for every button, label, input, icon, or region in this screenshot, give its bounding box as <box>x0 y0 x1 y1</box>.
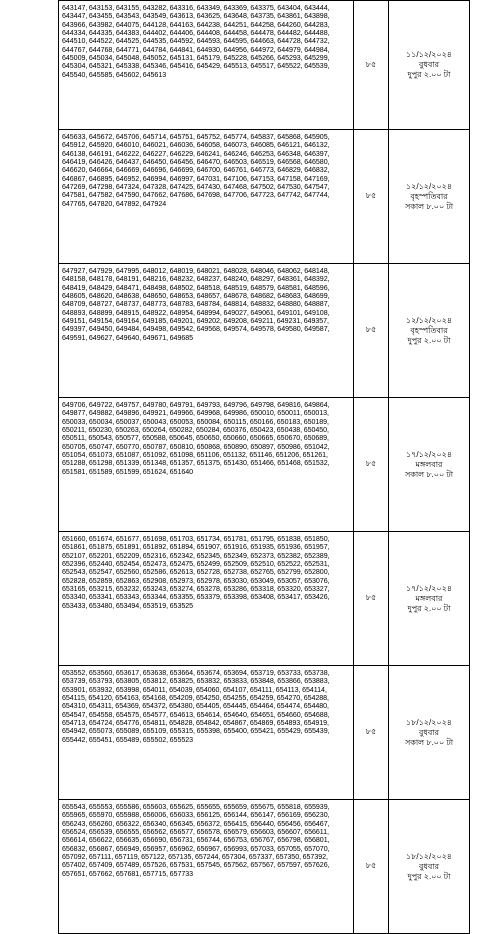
candidate-count: ৮৫ <box>365 593 377 602</box>
candidate-count-cell <box>354 130 389 264</box>
exam-date: ১৮/১২/২০২৪ <box>405 717 453 727</box>
roll-numbers-cell <box>59 264 354 398</box>
exam-day: মঙ্গলবার <box>415 593 443 603</box>
exam-time: সকাল ৮.০০ টা <box>404 469 454 479</box>
exam-date: ১৮/১২/২০২৪ <box>405 851 453 861</box>
candidate-count-cell <box>354 800 389 934</box>
table-body <box>59 1 470 934</box>
exam-time: সকাল ৮.০০ টা <box>404 201 454 211</box>
roll-numbers-text: 649706, 649722, 649757, 649780, 649791, 649793, 649796, 649798, 649816, 649864, 649877, 649882, 649896, 649921, 649966, 649968, 649986, 650010, 650011, 650013, 650033, 650034, 650037, 650043, 650053, 650084, 650115, 650166, 650183, 650189, 650211, 650230, 650263, 650264, 650282, 650284, 650376, 650423, 650438, 650450, 650511, 650543, 650577, 650588, 650645, 650650, 650660, 650665, 650670, 650689, 650705, 650747, 650770, 650787, 650810, 650868, 650890, 650897, 650986, 651042, 651054, 651073, 651087, 651092, 651098, 651106, 651132, 651146, 651206, 651261, 651288, 651298, 651339, 651348, 651357, 651375, 651430, 651466, 651468, 651532, 651581, 651589, 651599, 651624, 651640 <box>62 401 330 476</box>
exam-date: ১৭/১২/২০২৪ <box>405 583 453 593</box>
candidate-count-cell <box>354 264 389 398</box>
roll-numbers-text: 653552, 653560, 653617, 653638, 653664, 653674, 653694, 653719, 653733, 653738, 653739, 653793, 653805, 653812, 653825, 653832, 653833, 653848, 653866, 653883, 653901, 653932, 653998, 654011, 654039, 654060, 654107, 654111, 654113, 654114, 654115, 654120, 654163, 654168, 654209, 654250, 654255, 654259, 654270, 654288, 654310, 654311, 654369, 654372, 654380, 654405, 654445, 654464, 654474, 654480, 654547, 654558, 654575, 654577, 654613, 654614, 654640, 654651, 654660, 654688, 654713, 654724, 654776, 654811, 654828, 654842, 654867, 654869, 654893, 654919, 654942, 655073, 655089, 655109, 655315, 655398, 655400, 655421, 655429, 655439, 655442, 655451, 655489, 655502, 655523 <box>62 669 330 744</box>
roll-numbers-cell <box>59 666 354 800</box>
roll-numbers-text: 651660, 651674, 651677, 651698, 651703, 651734, 651781, 651795, 651838, 651850, 651861, 651875, 651891, 651892, 651894, 651907, 651916, 651935, 651936, 651957, 652107, 652201, 652209, 652316, 652342, 652345, 652349, 652373, 652382, 652389, 652396, 652440, 652454, 652473, 652475, 652499, 652509, 652510, 652522, 652531, 652543, 652547, 652560, 652586, 652613, 652728, 652738, 652765, 652799, 652800, 652828, 652859, 652863, 652908, 652973, 652978, 653030, 653049, 653057, 653076, 653165, 653215, 653232, 653243, 653274, 653278, 653286, 653318, 653320, 653327, 653340, 653341, 653343, 653344, 653355, 653379, 653398, 653408, 653417, 653426, 653433, 653480, 653494, 653519, 653525 <box>62 535 330 610</box>
exam-date-time-cell <box>389 532 470 666</box>
schedule-row <box>59 398 470 532</box>
roll-numbers-text: 655543, 655553, 655586, 655603, 655625, 655655, 655659, 655675, 655818, 655939, 655965, 655970, 655988, 656006, 656033, 656125, 656144, 656147, 656169, 656230, 656243, 656260, 656322, 656340, 656345, 656372, 656415, 656440, 656456, 656467, 656524, 656539, 656555, 656562, 656577, 656578, 656579, 656603, 656607, 656611, 656614, 656622, 656635, 656690, 656731, 656744, 656753, 656767, 656798, 656801, 656832, 656867, 656949, 656957, 656962, 656967, 656993, 657033, 657055, 657070, 657092, 657111, 657119, 657122, 657135, 657244, 657304, 657337, 657350, 657392, 657402, 657409, 657489, 657526, 657531, 657545, 657562, 657567, 657597, 657626, 657651, 657662, 657681, 657715, 657733 <box>62 803 330 878</box>
exam-day: বুধবার <box>418 727 440 737</box>
exam-date: ১৭/১২/২০২৪ <box>405 449 453 459</box>
roll-numbers-cell <box>59 532 354 666</box>
candidate-count: ৮৫ <box>365 861 377 870</box>
candidate-count-cell <box>354 398 389 532</box>
exam-day: বুধবার <box>418 861 440 871</box>
roll-numbers-cell <box>59 398 354 532</box>
roll-numbers-text: 647927, 647929, 647995, 648012, 648019, 648021, 648028, 648046, 648062, 648148, 648158, 648178, 648191, 648216, 648232, 648237, 648240, 648297, 648361, 648392, 648419, 648429, 648471, 648498, 648502, 648518, 648519, 648579, 648581, 648596, 648605, 648620, 648638, 648650, 648653, 648657, 648678, 648682, 648683, 648699, 648709, 648727, 648737, 648773, 648783, 648784, 648814, 648832, 648880, 648887, 648893, 648899, 648915, 648922, 648954, 648994, 649027, 649061, 649101, 649108, 649151, 649154, 649164, 649185, 649201, 649202, 649208, 649211, 649231, 649357, 649397, 649450, 649484, 649498, 649542, 649568, 649574, 649578, 649580, 649587, 649591, 649627, 649640, 649671, 649685 <box>62 267 330 342</box>
exam-day: মঙ্গলবার <box>415 459 443 469</box>
exam-time: দুপুর ২.০০ টা <box>407 871 451 881</box>
exam-time: দুপুর ২.০০ টা <box>407 335 451 345</box>
candidate-count-cell <box>354 1 389 130</box>
schedule-row <box>59 130 470 264</box>
exam-date: ১২/১২/২০২৪ <box>405 315 453 325</box>
roll-numbers-cell <box>59 130 354 264</box>
candidate-count: ৮৫ <box>365 59 377 69</box>
roll-numbers-cell <box>59 1 354 130</box>
schedule-row <box>59 1 470 130</box>
candidate-count: ৮৫ <box>365 325 377 334</box>
exam-date-time-cell <box>389 666 470 800</box>
roll-numbers-text: 643147, 643153, 643155, 643282, 643316, 643349, 643369, 643375, 643404, 643444, 643447, 643455, 643543, 643549, 643613, 643625, 643648, 643735, 643861, 643898, 643966, 643982, 644075, 644128, 644163, 644238, 644251, 644258, 644260, 644283, 644334, 644335, 644383, 644402, 644406, 644408, 644458, 644478, 644482, 644488, 644510, 644522, 644525, 644535, 644592, 644593, 644595, 644663, 644728, 644732, 644767, 644768, 644771, 644784, 644841, 644930, 644956, 644972, 644979, 644984, 645009, 645034, 645048, 645052, 645131, 645179, 645228, 645266, 645293, 645299, 645304, 645321, 645338, 645346, 645416, 645429, 645513, 645517, 645522, 645539, 645540, 645585, 645602, 645613 <box>62 4 330 79</box>
exam-date-time-cell <box>389 264 470 398</box>
exam-date: ১২/১২/২০২৪ <box>405 181 453 191</box>
exam-date-time-cell <box>389 1 470 130</box>
exam-day: বুধবার <box>418 60 440 69</box>
exam-schedule-table <box>58 0 470 934</box>
candidate-count-cell <box>354 666 389 800</box>
exam-day: বৃহস্পতিবার <box>410 191 448 201</box>
candidate-count: ৮৫ <box>365 459 377 468</box>
schedule-row <box>59 264 470 398</box>
candidate-count: ৮৫ <box>365 191 377 200</box>
schedule-row <box>59 666 470 800</box>
exam-date-time-cell <box>389 398 470 532</box>
roll-numbers-cell <box>59 800 354 934</box>
roll-numbers-text: 645633, 645672, 645706, 645714, 645751, 645752, 645774, 645837, 645868, 645905, 645912, 645920, 646010, 646021, 646036, 646058, 646073, 646085, 646121, 646132, 646138, 646191, 646222, 646227, 646229, 646241, 646246, 646253, 646348, 646397, 646419, 646426, 646437, 646450, 646456, 646470, 646503, 646519, 646568, 646580, 646620, 646664, 646669, 646696, 646699, 646700, 646761, 646773, 646829, 646832, 646867, 646895, 646952, 646994, 646997, 647031, 647106, 647153, 647158, 647169, 647269, 647298, 647324, 647328, 647425, 647430, 647468, 647502, 647530, 647547, 647581, 647582, 647590, 647662, 647686, 647698, 647706, 647723, 647742, 647744, 647765, 647820, 647892, 647924 <box>62 133 330 208</box>
exam-date-time-cell <box>389 130 470 264</box>
candidate-count: ৮৫ <box>365 727 377 736</box>
exam-time: দুপুর ২.০০ টা <box>407 603 451 613</box>
exam-day: বৃহস্পতিবার <box>410 325 448 335</box>
exam-date: ১১/১২/২০২৪ <box>405 50 453 59</box>
schedule-row <box>59 800 470 934</box>
candidate-count-cell <box>354 532 389 666</box>
schedule-row <box>59 532 470 666</box>
exam-time: দুপুর ২.০০ টা <box>407 70 451 79</box>
exam-time: সকাল ৮.০০ টা <box>404 737 454 747</box>
exam-date-time-cell <box>389 800 470 934</box>
